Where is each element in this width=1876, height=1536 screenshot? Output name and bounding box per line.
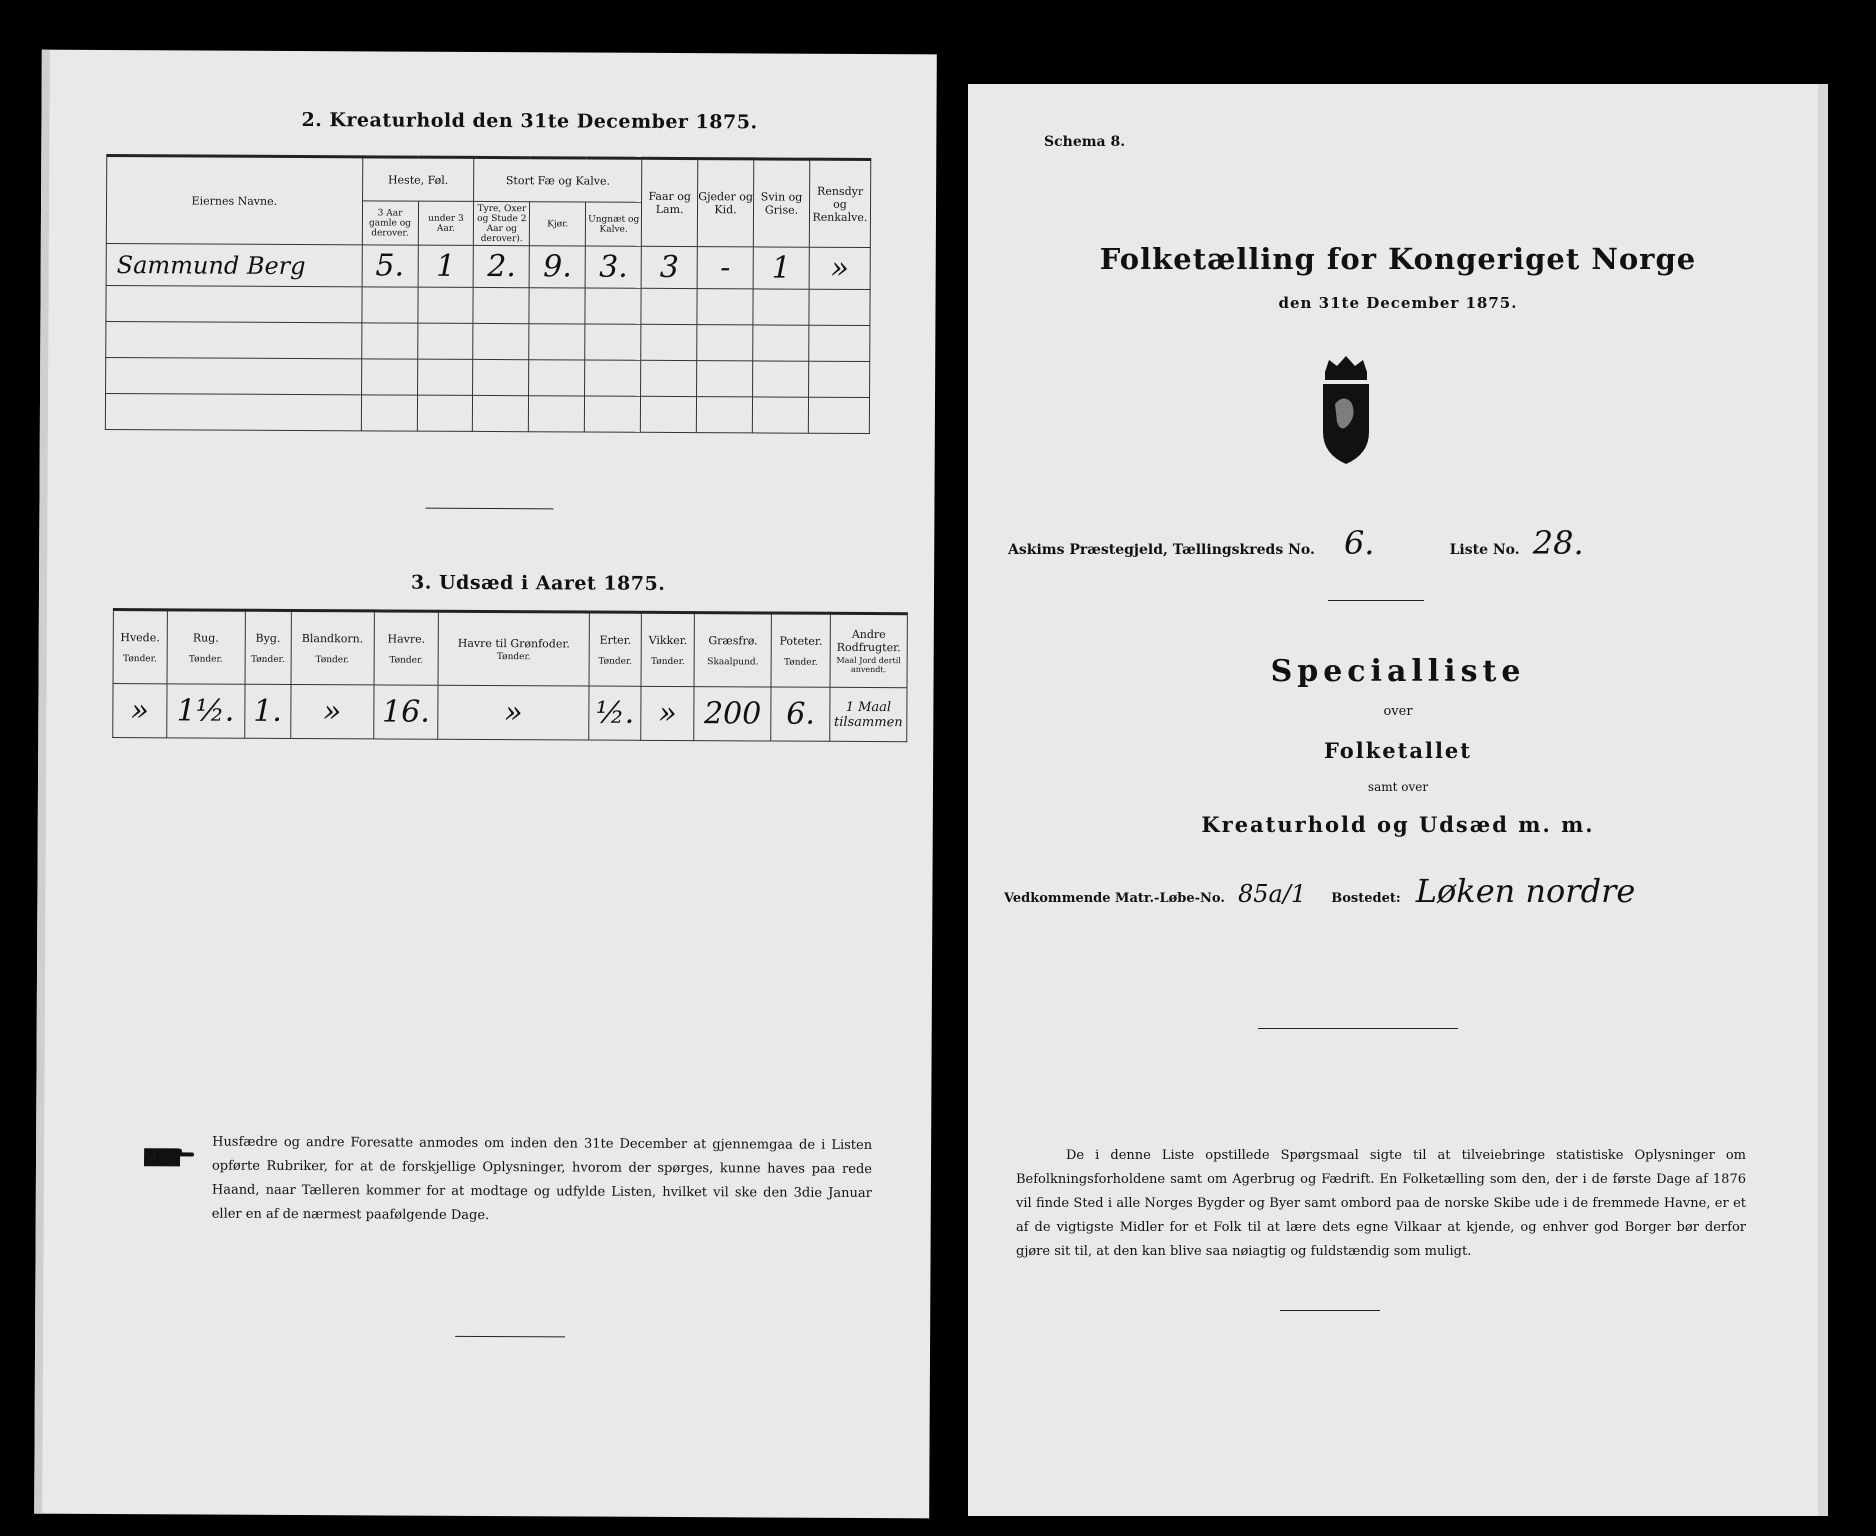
cattle-header: Stort Fæ og Kalve.	[474, 157, 642, 202]
horses-sub-header: 3 Aar gamle og derover.	[362, 201, 418, 245]
seed-header	[113, 610, 167, 684]
matr-line	[1004, 872, 1635, 910]
table-cell: »	[438, 685, 589, 740]
seed-table	[112, 608, 908, 742]
page-edge	[34, 50, 50, 1514]
seed-header-name: Havre til Grønfoder.	[457, 636, 570, 650]
seed-header-unit: Skaalpund.	[707, 656, 759, 667]
census-date: den 31te December 1875.	[1278, 294, 1518, 312]
table-cell: 6.	[771, 687, 830, 741]
seed-header	[438, 611, 589, 686]
seed-header-unit: Tønder.	[598, 656, 633, 667]
matr-label: Vedkommende Matr.-Løbe-No.	[1004, 891, 1225, 906]
census-purpose-paragraph: De i denne Liste opstillede Spørgsmaal sigte til at tilveiebringe statistiske Oplysninger om Befolkningsforholdene samt om Agerbrug og Fædrift. En Folketælling som den, der i de første Dage af 1876 vil finde Sted i alle Norges Bygder og Byer samt ombord paa de norske Skibe ude i de fremmede Havne, er et af de vigtigste Midler for et Folk til at lære dets egne Vilkaar at kjende, og enhver god Borger bør derfor gjøre sit til, at den kan blive saa nøiagtig og fuldstændig som muligt.	[1016, 1148, 1746, 1259]
divider	[1328, 600, 1424, 601]
heading: Specialliste	[1270, 654, 1526, 689]
folketallet-text: Folketallet	[1324, 738, 1472, 763]
table-cell: ½.	[588, 686, 641, 740]
goats-header: Gjeder og Kid.	[697, 159, 753, 247]
table-cell: 2.	[474, 245, 530, 287]
seed-header-name: Vikker.	[648, 633, 688, 647]
seed-header	[694, 613, 772, 687]
matr-number: 85a/1	[1237, 880, 1307, 908]
table-row	[106, 244, 870, 290]
table-cell: 5.	[362, 245, 418, 287]
seed-header-unit: Tønder.	[188, 653, 223, 665]
seed-header	[830, 613, 907, 687]
seed-header-unit: Tønder.	[315, 654, 350, 665]
table-cell: 3.	[585, 246, 641, 288]
table-cell: 1	[753, 247, 809, 289]
bosted-value: Løken nordre	[1415, 872, 1636, 910]
seed-header-unit: Tønder.	[650, 656, 685, 667]
divider	[455, 1336, 565, 1338]
seed-header-name: Blandkorn.	[301, 631, 364, 645]
bosted-label: Bostedet:	[1331, 891, 1401, 906]
table-cell: 9.	[529, 246, 585, 288]
notice-text: Husfædre og andre Foresatte anmodes om inden den 31te December at gjennemgaa de i Listen opførte Rubriker, for at de forskjellige Oplysninger, hvorom der spørges, kunne haves paa rede Haand, naar Tælleren kommer for at modtage og udfylde Listen, hvilket vil ske den 3die Januar eller en af de nærmest paafølgende Dage.	[211, 1134, 873, 1224]
table-cell: »	[291, 684, 374, 738]
table-row	[105, 394, 869, 434]
seed-header-name: Rug.	[192, 630, 219, 645]
seed-header-unit: Tønder.	[783, 657, 818, 668]
seed-header	[374, 611, 439, 685]
schema-label: Schema 8.	[1044, 134, 1126, 150]
seed-header-unit: Tønder.	[123, 653, 157, 664]
horses-sub-header: under 3 Aar.	[418, 201, 474, 245]
seed-header-name: Græsfrø.	[708, 633, 758, 647]
right-page	[968, 84, 1828, 1516]
table-cell: 1½.	[166, 684, 244, 738]
seed-header	[291, 610, 374, 684]
owner-name: Sammund Berg	[106, 244, 362, 287]
seed-header-unit: Tønder.	[389, 654, 424, 666]
seed-header-unit: Tønder.	[250, 654, 285, 665]
divider	[1258, 1028, 1458, 1029]
over-text: over	[1383, 704, 1413, 719]
divider	[1280, 1310, 1380, 1311]
seed-header	[641, 612, 694, 686]
table-row	[106, 322, 870, 362]
liste-label: Liste No.	[1449, 542, 1520, 558]
pigs-header: Svin og Grise.	[753, 159, 809, 247]
samt-over-text: samt over	[1367, 780, 1429, 794]
seed-header-name: Erter.	[599, 633, 632, 647]
table-cell: 200	[694, 687, 772, 741]
cattle-sub-header: Ungnæt og Kalve.	[586, 202, 642, 246]
location-prefix: Askims Præstegjeld, Tællingskreds No.	[1008, 542, 1315, 558]
kreaturhold-text: Kreaturhold og Udsæd m. m.	[1201, 812, 1595, 837]
section2-title: 2. Kreaturhold den 31te December 1875.	[301, 109, 758, 134]
table-cell: 3	[641, 246, 697, 288]
horses-header: Heste, Føl.	[362, 157, 474, 202]
seed-header-name: Hvede.	[120, 630, 160, 644]
table-cell: 1.	[244, 684, 290, 738]
table-row	[106, 286, 870, 326]
divider	[425, 508, 553, 510]
seed-header	[245, 610, 292, 684]
table-cell: »	[809, 247, 870, 289]
table-cell: »	[113, 684, 167, 738]
seed-header-name: Havre.	[387, 631, 426, 646]
table-row	[113, 684, 907, 742]
table-cell: »	[641, 686, 694, 740]
location-line	[1008, 524, 1584, 562]
left-page	[34, 50, 937, 1519]
seed-header-name: Poteter.	[779, 634, 823, 648]
reindeer-header: Rensdyr og Renkalve.	[809, 159, 870, 247]
page-title: Folketælling for Kongeriget Norge	[1099, 242, 1697, 276]
seed-header-name: Byg.	[255, 631, 281, 645]
seed-header	[771, 613, 830, 687]
cattle-sub-header: Kjør.	[530, 202, 586, 246]
owner-header: Eiernes Navne.	[106, 156, 362, 245]
table-cell: -	[697, 247, 753, 289]
cattle-sub-header: Tyre, Oxer og Stude 2 Aar og derover).	[474, 201, 530, 245]
sheep-header: Faar og Lam.	[642, 158, 698, 246]
seed-header-unit: Tønder.	[496, 651, 531, 662]
table-row	[106, 358, 870, 398]
seed-header-name: Andre Rodfrugter.	[836, 627, 901, 655]
pointing-hand-icon	[144, 1142, 194, 1174]
section3-title: 3. Udsæd i Aaret 1875.	[410, 571, 666, 595]
seed-header	[167, 610, 245, 684]
table-cell: 16.	[373, 685, 438, 739]
coat-of-arms-icon	[1315, 354, 1377, 470]
table-cell: 1 Maal tilsammen	[830, 687, 907, 741]
seed-header	[589, 612, 642, 686]
table-cell: 1	[418, 245, 474, 287]
kreds-number: 6.	[1343, 524, 1375, 562]
seed-header-unit: Maal Jord dertil anvendt.	[836, 655, 901, 675]
livestock-table	[105, 154, 871, 434]
liste-number: 28.	[1532, 524, 1584, 562]
